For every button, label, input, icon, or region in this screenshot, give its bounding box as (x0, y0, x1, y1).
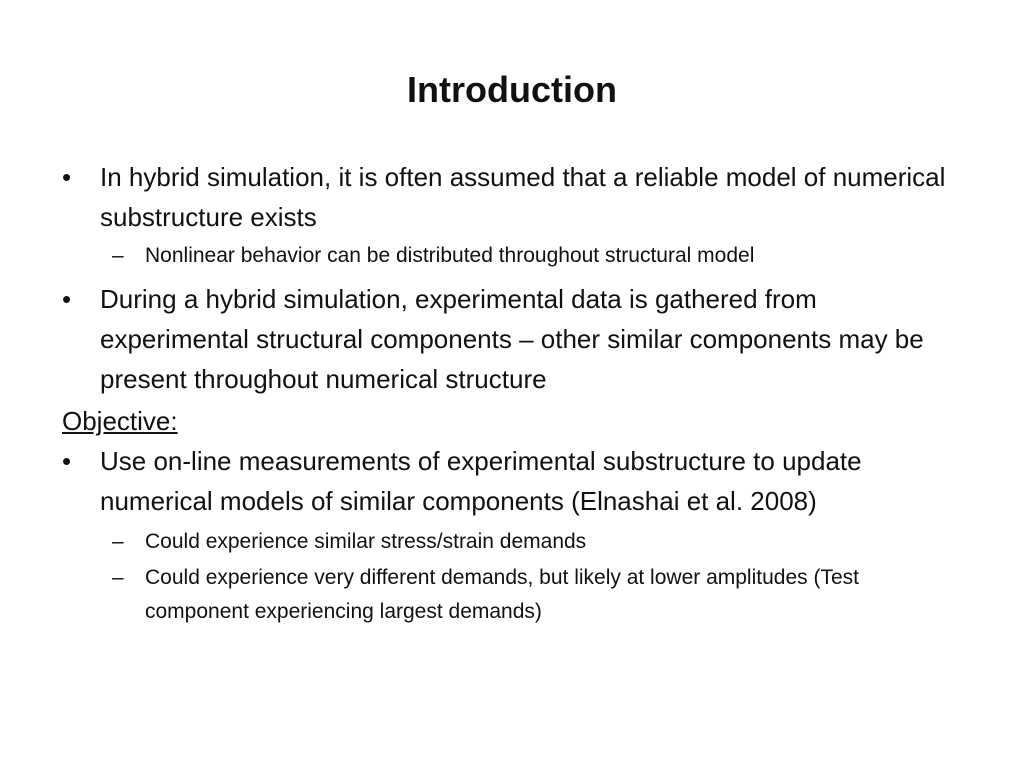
sub-bullet-similar-demands (62, 525, 962, 559)
dash-icon: – (112, 566, 124, 589)
objective-heading: Objective: (62, 406, 178, 436)
bullet-text: Use on-line measurements of experimental substructure to update numerical models of similar components (Elnashai et al. 2008) (100, 446, 862, 516)
slide-body (62, 157, 962, 629)
bullet-online-measurements (62, 441, 962, 521)
bullet-icon: • (62, 446, 72, 476)
bullet-experimental-data (62, 279, 962, 399)
bullet-reliable-model (62, 157, 962, 237)
slide-title: Introduction (407, 69, 617, 110)
bullet-icon: • (62, 162, 72, 192)
sub-bullet-different-demands (62, 561, 962, 629)
dash-icon: – (112, 530, 124, 553)
bullet-text: In hybrid simulation, it is often assumed that a reliable model of numerical substructure exists (100, 162, 946, 232)
dash-icon: – (112, 244, 124, 267)
sub-bullet-nonlinear (62, 239, 962, 273)
sub-bullet-text: Nonlinear behavior can be distributed throughout structural model (145, 244, 755, 267)
sub-bullet-text: Could experience very different demands, but likely at lower amplitudes (Test component experiencing largest demands) (145, 566, 859, 623)
bullet-icon: • (62, 284, 72, 314)
sub-bullet-text: Could experience similar stress/strain demands (145, 530, 587, 553)
bullet-text: During a hybrid simulation, experimental data is gathered from experimental structural components – other similar components may be present throughout numerical structure (100, 284, 924, 394)
